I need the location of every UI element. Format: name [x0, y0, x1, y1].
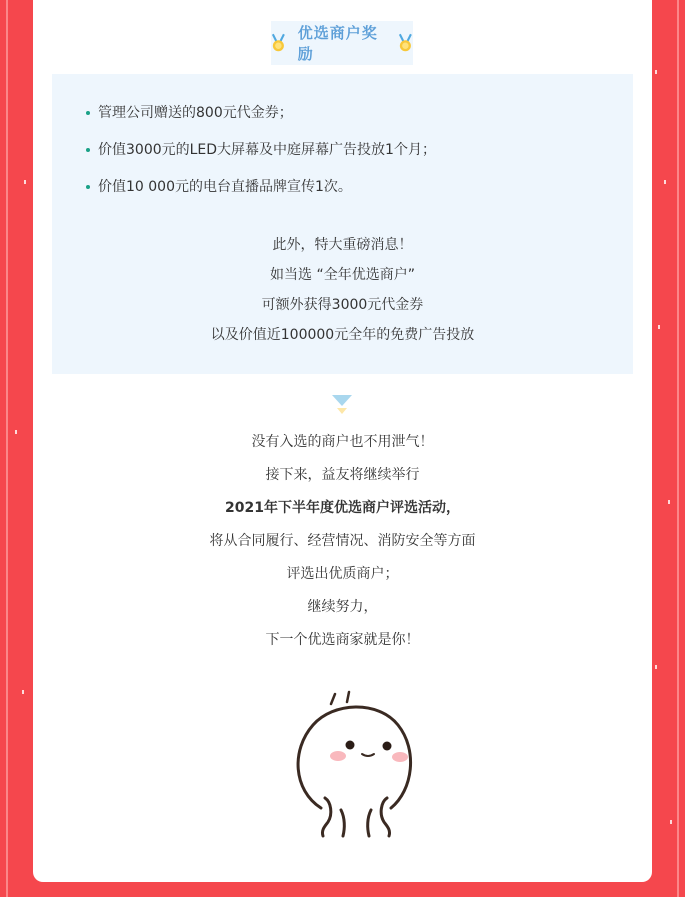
list-item-text: 管理公司赠送的800元代金券； [98, 105, 293, 121]
text-line: 评选出优质商户； [286, 566, 399, 582]
message-block [33, 431, 652, 662]
rewards-list [86, 102, 436, 213]
decor-dot [670, 820, 672, 824]
medal-icon [398, 33, 413, 53]
section-title-text: 优选商户奖励 [297, 24, 378, 63]
text-line: 接下来，益友将继续举行 [265, 467, 420, 483]
content-card [33, 0, 652, 882]
extra-reward-text [52, 234, 633, 354]
decor-dot [668, 500, 670, 504]
list-item [86, 176, 436, 213]
decor-dot [664, 180, 666, 184]
cartoon-mascot-icon [283, 690, 423, 840]
list-item [86, 139, 436, 176]
section-title [271, 21, 413, 65]
bullet-icon [86, 148, 90, 152]
decor-dot [658, 325, 660, 329]
text-line: 没有入选的商户也不用泄气！ [251, 434, 434, 450]
decor-dot [655, 70, 657, 74]
text-line: 继续努力， [307, 599, 378, 615]
text-line: 下一个优选商家就是你！ [265, 632, 420, 648]
bullet-icon [86, 111, 90, 115]
text-line: 如当选 “全年优选商户” [270, 267, 415, 283]
medal-icon [271, 33, 286, 53]
list-item-text: 价值10 000元的电台直播品牌宣传1次。 [98, 179, 352, 195]
decor-dot [22, 690, 24, 694]
list-item [86, 102, 436, 139]
decor-dot [15, 430, 17, 434]
left-stripe [6, 0, 8, 897]
rewards-panel [52, 74, 633, 374]
triangle-down-icon [330, 395, 354, 417]
text-line: 将从合同履行、经营情况、消防安全等方面 [209, 533, 476, 549]
decor-dot [24, 180, 26, 184]
text-line: 以及价值近100000元全年的免费广告投放 [210, 327, 475, 343]
text-line: 可额外获得3000元代金券 [261, 297, 424, 313]
right-stripe [677, 0, 679, 897]
text-line-bold: 2021年下半年度优选商户评选活动， [225, 500, 460, 516]
bullet-icon [86, 185, 90, 189]
decor-dot [655, 665, 657, 669]
list-item-text: 价值3000元的LED大屏幕及中庭屏幕广告投放1个月； [98, 142, 436, 158]
text-line: 此外，特大重磅消息！ [272, 237, 413, 253]
